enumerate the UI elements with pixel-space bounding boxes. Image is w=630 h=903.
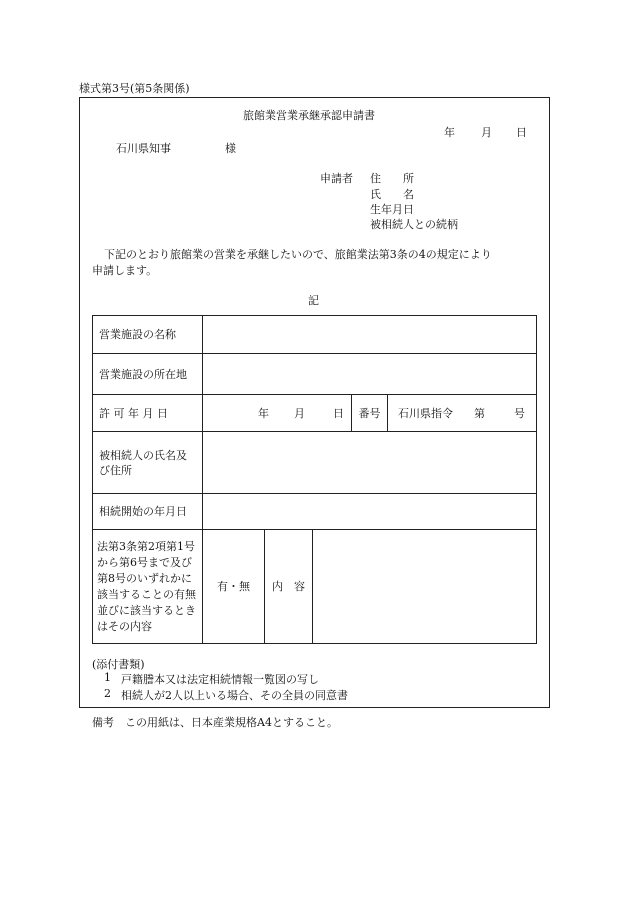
applicant-relationship: 被相続人との続柄: [370, 218, 458, 231]
applicant-address: 住 所: [370, 172, 414, 185]
footer-note: 備考 この用紙は、日本産業規格A4とすること。: [92, 716, 338, 729]
table-row: [93, 395, 537, 432]
permit-date-value[interactable]: [203, 395, 352, 432]
attachment-text: 相続人が2人以上いる場合、その全員の同意書: [121, 689, 348, 702]
attachment-num: 2: [104, 687, 111, 700]
attachment-text: 戸籍謄本又は法定相続情報一覧図の写し: [121, 673, 319, 686]
body-text-line1: 下記のとおり旅館業の営業を承継したいので、旅館業法第3条の4の規定により: [104, 248, 492, 261]
date-day: 日: [516, 126, 527, 139]
application-table: [92, 315, 537, 644]
decedent-label: 被相続人の氏名及び住所: [93, 432, 203, 494]
content-value[interactable]: [313, 530, 537, 644]
designation-text: 石川県指令: [398, 407, 453, 420]
facility-location-value[interactable]: [203, 354, 537, 395]
permit-year: 年: [258, 407, 269, 420]
applicability-label: 法第3条第2項第1号から第6号まで及び第8号のいずれかに該当することの有無並びに該当するときはその内容: [93, 530, 203, 644]
inheritance-start-value[interactable]: [203, 494, 537, 530]
permit-date-label: 許 可 年 月 日: [93, 395, 203, 432]
yes-no-cell[interactable]: 有・無: [203, 530, 265, 644]
applicant-label: 申請者: [320, 172, 353, 185]
date-year: 年: [444, 126, 455, 139]
applicant-name: 氏 名: [370, 188, 414, 201]
content-label: 内 容: [265, 530, 313, 644]
attachment-num: 1: [104, 671, 111, 684]
body-text-line2: 申請します。: [92, 264, 158, 277]
applicant-birthdate: 生年月日: [370, 203, 414, 216]
table-row: [93, 316, 537, 354]
ki-label: 記: [308, 294, 319, 307]
addressee-suffix: 様: [225, 142, 236, 155]
form-title: 旅館業営業承継承認申請書: [243, 109, 375, 122]
permit-month: 月: [294, 407, 305, 420]
form-number: 様式第3号(第5条関係): [79, 82, 190, 95]
inheritance-start-label: 相続開始の年月日: [93, 494, 203, 530]
date-month: 月: [481, 126, 492, 139]
table-row: [93, 494, 537, 530]
table-row: [93, 432, 537, 494]
permit-day: 日: [333, 407, 344, 420]
table-row: [93, 354, 537, 395]
addressee-name: 石川県知事: [116, 142, 171, 155]
facility-location-label: 営業施設の所在地: [93, 354, 203, 395]
decedent-value[interactable]: [203, 432, 537, 494]
facility-name-label: 営業施設の名称: [93, 316, 203, 354]
table-row: [93, 530, 537, 644]
attachments-title: (添付書類): [92, 658, 145, 671]
permit-number-value[interactable]: [388, 395, 537, 432]
number-label: 番号: [352, 395, 388, 432]
go-text: 号: [514, 407, 525, 420]
dai-text: 第: [474, 407, 485, 420]
facility-name-value[interactable]: [203, 316, 537, 354]
